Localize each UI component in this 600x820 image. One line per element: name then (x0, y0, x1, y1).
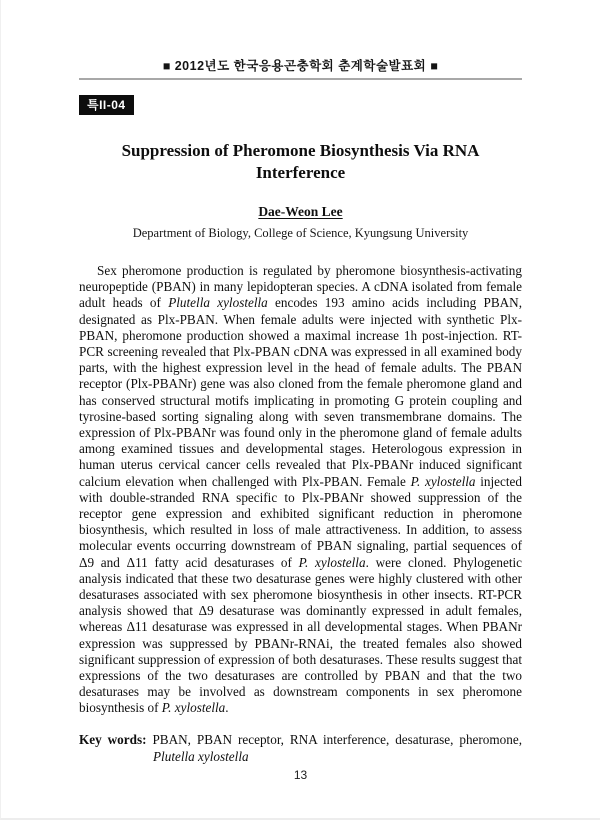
text-segment: injected with double-stranded RNA specific to Plx-PBANr showed suppression of the receptor gene expression and exhibited significant reduction in pheromone biosynthesis, which resulted in loss of male attractiveness. In addition, to assess molecular events occurring downstream of PBAN signaling, partial sequences of Δ9 and Δ11 fatty acid desaturases of (79, 473, 522, 570)
text-segment: encodes 193 amino acids including PBAN, designated as Plx-PBAN. When female adults were injected with synthetic Plx-PBAN, pheromone production showed a maximal increase 1h post-injection. RT-PCR screening revealed that Plx-PBAN cDNA was expressed in all examined body parts, with the highest expression level in the head of female adults. The PBAN receptor (Plx-PBANr) gene was also cloned from the female pheromone gland and has conserved structural motifs implicating in promoting G protein coupling and tyrosine-based sorting signaling along with seven transmembrane domains. The expression of Plx-PBANr was found only in the pheromone gland of female adults among examined tissues and developmental stages. Heterologous expression in human uterus cervical cancer cells revealed that Plx-PBANr induced significant calcium elevation when challenged with Plx-PBAN. Female (79, 295, 522, 489)
species-name-italic: P. xylostella (298, 554, 366, 570)
paper-title: Suppression of Pheromone Biosynthesis Via RNA Interference (121, 141, 480, 182)
keywords-list (147, 732, 523, 764)
conference-header: ■ 2012년도 한국응용곤충학회 춘계학술발표회 ■ (162, 59, 439, 73)
keywords-block (79, 731, 522, 765)
page-content (1, 0, 600, 765)
page-number: 13 (293, 768, 308, 782)
author-affiliation: Department of Biology, College of Science, Kyungsung University (132, 226, 469, 240)
species-name-italic: P. xylostella (161, 700, 226, 716)
abstract-text (79, 263, 522, 717)
text-segment: Sex pheromone production is regulated by pheromone biosynthesis-activating neuropeptide (PBAN) in many lepidopteran species. A cDNA isolated from female adult heads of (79, 263, 522, 311)
header-divider (79, 78, 522, 80)
author-name: Dae-Weon Lee (258, 204, 343, 219)
species-name-italic: Plutella xylostella (168, 295, 268, 311)
text-segment: PBAN, PBAN receptor, RNA interference, desaturase, pheromone, (146, 731, 522, 747)
keywords-label: Key words: (79, 731, 147, 747)
session-badge: 특II-04 (79, 95, 134, 115)
session-badge-row (79, 95, 522, 115)
text-segment: . (225, 700, 229, 716)
species-name-italic: P. xylostella (410, 473, 476, 489)
species-name-italic: Plutella xylostella (153, 748, 249, 764)
text-segment: . were cloned. Phylogenetic analysis indicated that these two desaturase genes were highly clustered with other desaturases associated with sex pheromone biosynthesis in other insects. RT-PCR analysis showed that Δ9 desaturase was dominantly expressed in adult females, whereas Δ11 desaturase was expressed in all developmental stages. When PBANr expression was suppressed by PBANr-RNAi, the treated females also showed significant suppression of expression of both desaturases. These results suggest that expressions of the two desaturases are controlled by PBAN and that the two desaturases may be involved as downstream components in sex pheromone biosynthesis of (79, 554, 522, 716)
